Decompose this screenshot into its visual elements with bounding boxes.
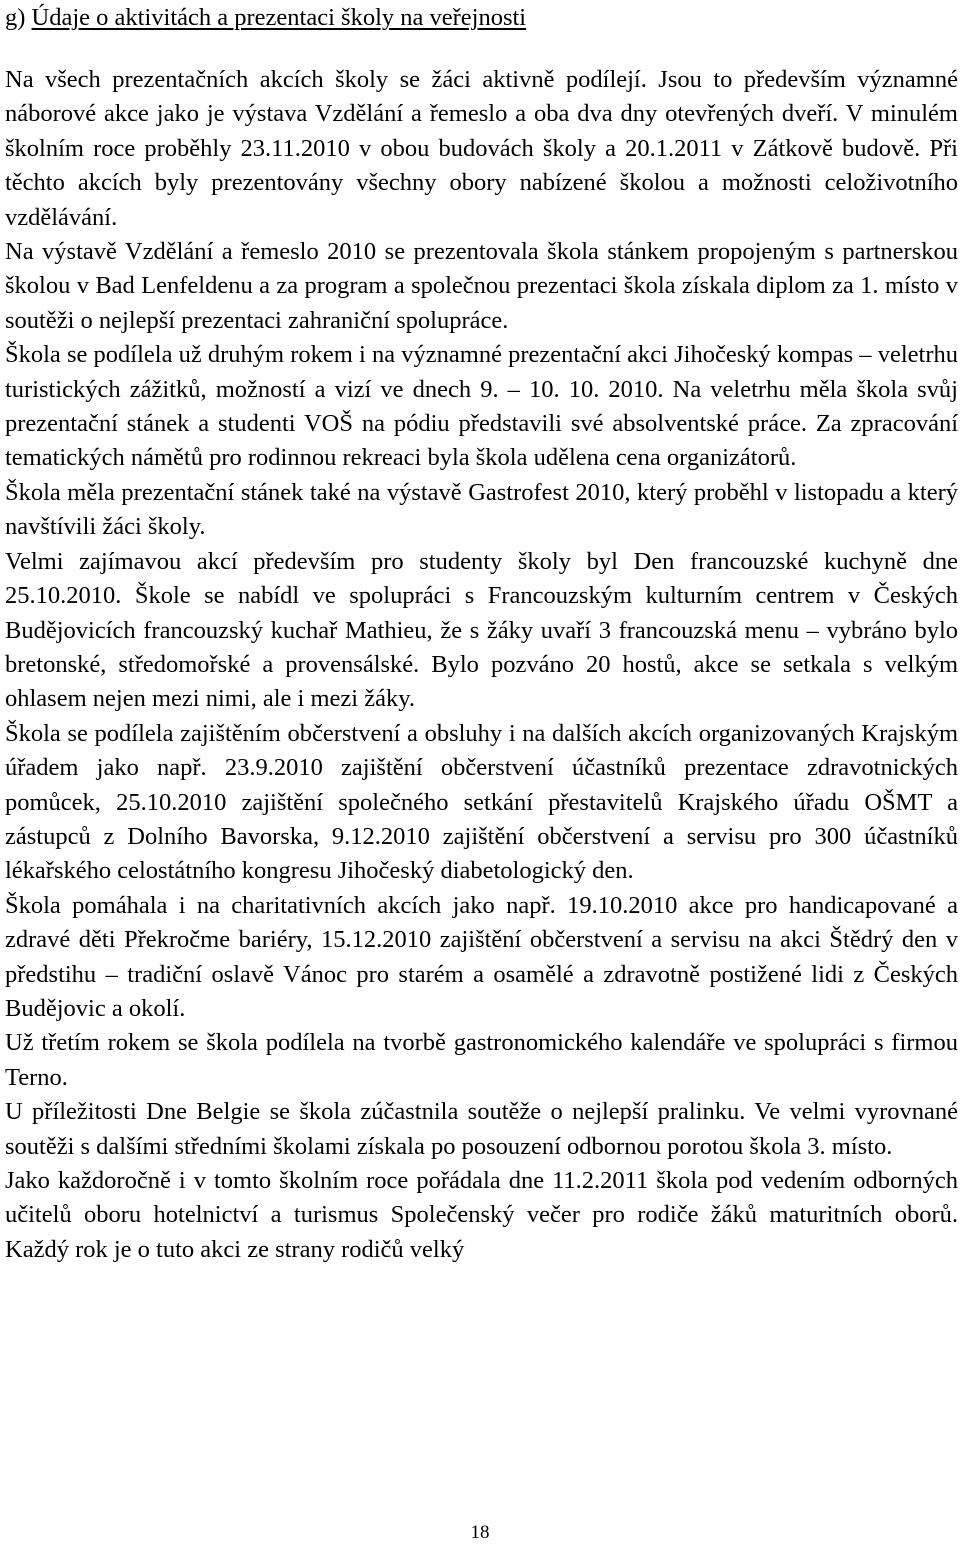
paragraph-jihocesky-kompas: Škola se podílela už druhým rokem i na významné prezentační akci Jihočeský kompas – veletrhu turistických zážitků, možností a vizí ve dnech 9. – 10. 10. 2010. Na veletrhu měla škola svůj prezentační stánek a studenti VOŠ na pódiu představili své absolventské práce. Za zpracování tematických námětů pro rodinnou rekreaci byla škola udělena cena organizátorů. — [5, 341, 958, 472]
paragraph-exhibition: Na výstavě Vzdělání a řemeslo 2010 se prezentovala škola stánkem propojeným s partnerskou školou v Bad Lenfeldenu a za program a společnou prezentaci škola získala diplom za 1. místo v soutěži o nejlepší prezentaci zahraniční spolupráce. — [5, 238, 958, 334]
paragraph-belgium-day: U příležitosti Dne Belgie se škola zúčastnila soutěže o nejlepší pralinku. Ve velmi vyrovnané soutěži s dalšími středními školami získala po posouzení odbornou porotou škola 3. místo. — [5, 1098, 958, 1160]
paragraph-french-cuisine: Velmi zajímavou akcí především pro studenty školy byl Den francouzské kuchyně dne 25.10.2010. Škole se nabídl ve spolupráci s Francouzským kulturním centrem v Českých Budějovicích francouzský kuchař Mathieu, že s žáky uvaří 3 francouzská menu – vybráno bylo bretonské, středomořské a provensálské. Bylo pozváno 20 hostů, akce se setkala s velkým ohlasem nejen mezi nimi, ale i mezi žáky. — [5, 547, 958, 713]
paragraph-calendar: Už třetím rokem se škola podílela na tvorbě gastronomického kalendáře ve spolupráci s firmou Terno. — [5, 1029, 958, 1091]
paragraph-catering: Škola se podílela zajištěním občerstvení a obsluhy i na dalších akcích organizovaných Krajským úřadem jako např. 23.9.2010 zajištění občerstvení účastníků prezentace zdravotnických pomůcek, 25.10.2010 zajištění společného setkání přestavitelů Krajského úřadu OŠMT a zástupců z Dolního Bavorska, 9.12.2010 zajištění občerstvení a servisu pro 300 účastníků lékařského celostátního kongresu Jihočeský diabetologický den. — [5, 719, 958, 885]
paragraph-gastrofest: Škola měla prezentační stánek také na výstavě Gastrofest 2010, který proběhl v listopadu a který navštívili žáci školy. — [5, 478, 958, 541]
section-heading-prefix: g) — [5, 4, 32, 31]
document-page — [5, 3, 958, 1267]
section-heading-title: Údaje o aktivitách a prezentaci školy na veřejnosti — [31, 4, 527, 31]
section-heading — [5, 3, 958, 33]
paragraph-social-evening: Jako každoročně i v tomto školním roce pořádala dne 11.2.2011 škola pod vedením odborných učitelů oboru hotelnictví a turismus Společenský večer pro rodiče žáků maturitních oborů. Každý rok je o tuto akci ze strany rodičů velký — [5, 1167, 958, 1263]
paragraph-charity: Škola pomáhala i na charitativních akcích jako např. 19.10.2010 akce pro handicapované a zdravé děti Překročme bariéry, 15.12.2010 zajištění občerstvení a servisu na akci Štědrý den v předstihu – tradiční oslavě Vánoc pro starém a osamělé a zdravotně postižené lidi z Českých Budějovic a okolí. — [5, 891, 958, 1022]
paragraph-presentations: Na všech prezentačních akcích školy se žáci aktivně podílejí. Jsou to především významné náborové akce jako je výstava Vzdělání a řemeslo a oba dva dny otevřených dveří. V minulém školním roce proběhly 23.11.2010 v obou budovách školy a 20.1.2011 v Zátkově budově. Při těchto akcích byly prezentovány všechny obory nabízené školou a možnosti celoživotního vzdělávání. — [5, 66, 958, 231]
page-number: 18 — [470, 1522, 490, 1543]
